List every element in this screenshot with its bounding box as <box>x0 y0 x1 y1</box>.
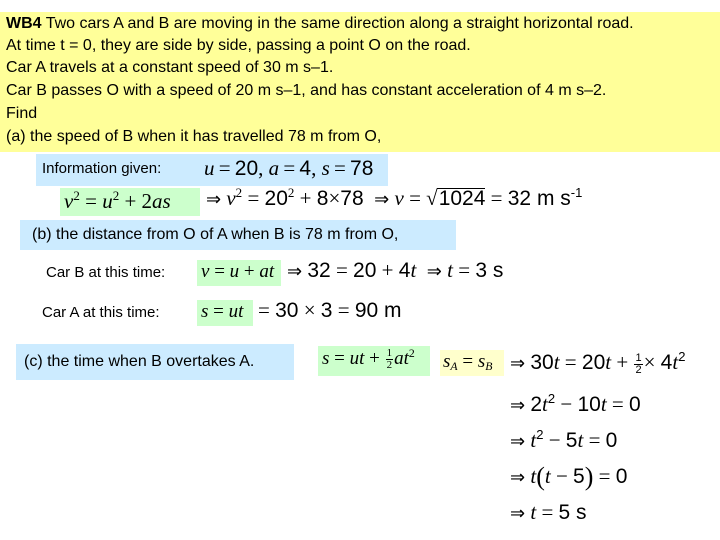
info-given-label: Information given: <box>42 160 162 177</box>
step-3: ⇒ $t^2 - 5t = 0$ <box>510 427 618 452</box>
part-b-question-box <box>20 220 456 250</box>
part-c-question: (c) the time when B overtakes A. <box>24 353 255 370</box>
formula-a-box <box>60 188 200 216</box>
info-given-box <box>36 154 388 186</box>
question-line-1 <box>6 14 634 34</box>
part-b-question: (b) the distance from O of A when B is 78 m from O, <box>32 226 399 243</box>
condition: $s_A = s_B$ <box>443 351 493 373</box>
question-line-5: Find <box>6 105 38 122</box>
working-a: ⇒ $v^2 = 20^2 + 8\times 78$ ⇒ v = √1024 = 32 m $s^{-1}$ <box>206 185 583 210</box>
question-label: WB4 <box>6 15 42 32</box>
step-5: ⇒ t = 5 s <box>510 500 587 524</box>
question-line-4: Car B passes O with a speed of 20 m s–1, and has constant acceleration of 4 m s–2. <box>6 82 607 99</box>
car-a-formula: s = ut <box>201 301 244 322</box>
given-values: u = 20, a = 4, s = 78 <box>204 156 374 180</box>
question-block <box>0 12 720 152</box>
question-line-2: At time t = 0, they are side by side, passing a point O on the road. <box>6 37 471 54</box>
car-b-working: ⇒ 32 = 20 + 4t ⇒ t = 3 s <box>287 258 504 282</box>
condition-box <box>440 350 504 376</box>
car-b-formula: v = u + at <box>201 261 275 282</box>
car-a-working: = 30 × 3 = 90 m <box>258 298 402 322</box>
car-a-formula-box <box>197 300 253 326</box>
part-c-question-box <box>16 344 294 380</box>
car-b-formula-box <box>197 260 281 286</box>
formula-c: s = ut + $\frac{1}{2}$ $at^2$ <box>322 346 415 372</box>
question-line-1-text: Two cars A and B are moving in the same direction along a straight horizontal road. <box>45 15 634 32</box>
formula-c-box <box>318 346 430 376</box>
step-1: ⇒ 30t = 20t + $\frac{1}{2}$ × $4t^2$ <box>510 349 686 376</box>
car-b-label: Car B at this time: <box>46 264 166 281</box>
car-a-label: Car A at this time: <box>42 304 160 321</box>
question-line-3: Car A travels at a constant speed of 30 m s–1. <box>6 59 334 76</box>
step-2: ⇒ $2t^2 - 10t = 0$ <box>510 391 641 416</box>
step-4: ⇒ t(t − 5) = 0 <box>510 462 628 491</box>
question-line-6: (a) the speed of B when it has travelled 78 m from O, <box>6 128 382 145</box>
formula-a: $v^2 = u^2 + 2as$ <box>64 188 171 213</box>
